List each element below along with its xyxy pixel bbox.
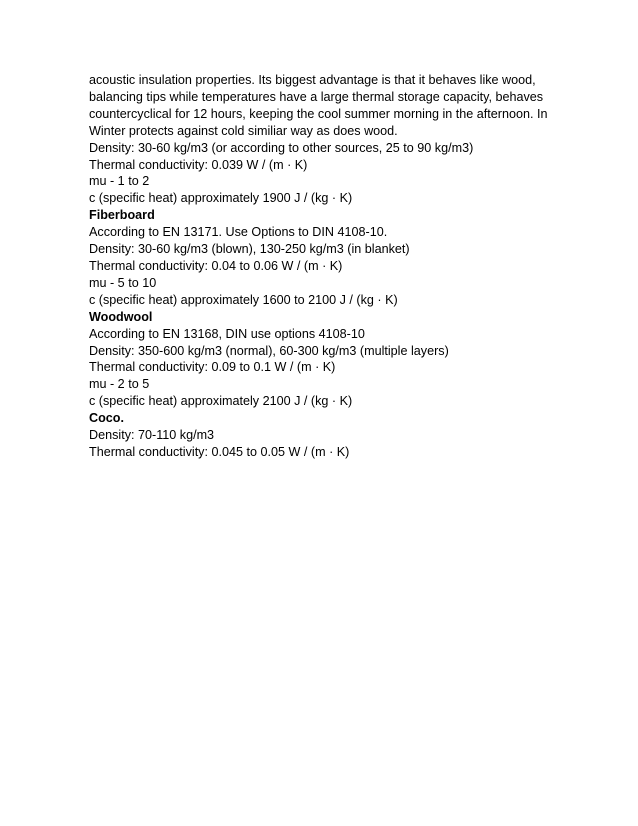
section-heading: Woodwool: [89, 309, 153, 324]
density-line: Density: 70-110 kg/m3: [89, 428, 215, 443]
paragraph-line: countercyclical for 12 hours, keeping the cool summer morning in the afternoon. In: [89, 106, 548, 121]
mu-line: mu - 2 to 5: [89, 377, 150, 392]
standard-line: According to EN 13171. Use Options to DIN 4108-10.: [89, 225, 388, 240]
paragraph-line: acoustic insulation properties. Its biggest advantage is that it behaves like wood,: [89, 73, 536, 87]
specific-heat-line: c (specific heat) approximately 1600 to 2100 J / (kg · K): [89, 292, 398, 307]
thermal-conductivity-line: Thermal conductivity: 0.04 to 0.06 W / (m · K): [89, 258, 343, 273]
intro-specs: [89, 140, 559, 208]
intro-paragraph: [89, 72, 559, 140]
section-heading: Coco.: [89, 411, 124, 426]
paragraph-line: balancing tips while temperatures have a large thermal storage capacity, behaves: [89, 89, 544, 104]
section-heading: Fiberboard: [89, 208, 155, 223]
mu-line: mu - 5 to 10: [89, 275, 157, 290]
thermal-conductivity-line: Thermal conductivity: 0.045 to 0.05 W / (m · K): [89, 444, 350, 459]
section-coco: [89, 410, 559, 461]
standard-line: According to EN 13168, DIN use options 4108-10: [89, 326, 365, 341]
specific-heat-line: c (specific heat) approximately 2100 J / (kg · K): [89, 394, 353, 409]
section-fiberboard: [89, 207, 559, 308]
specific-heat-line: c (specific heat) approximately 1900 J / (kg · K): [89, 191, 353, 206]
document-page: [89, 72, 559, 461]
thermal-conductivity-line: Thermal conductivity: 0.039 W / (m · K): [89, 157, 308, 172]
density-line: Density: 30-60 kg/m3 (or according to other sources, 25 to 90 kg/m3): [89, 140, 474, 155]
mu-line: mu - 1 to 2: [89, 174, 150, 189]
paragraph-line: Winter protects against cold similiar way as does wood.: [89, 123, 398, 138]
thermal-conductivity-line: Thermal conductivity: 0.09 to 0.1 W / (m · K): [89, 360, 336, 375]
density-line: Density: 350-600 kg/m3 (normal), 60-300 kg/m3 (multiple layers): [89, 343, 449, 358]
density-line: Density: 30-60 kg/m3 (blown), 130-250 kg/m3 (in blanket): [89, 242, 410, 257]
section-woodwool: [89, 309, 559, 410]
